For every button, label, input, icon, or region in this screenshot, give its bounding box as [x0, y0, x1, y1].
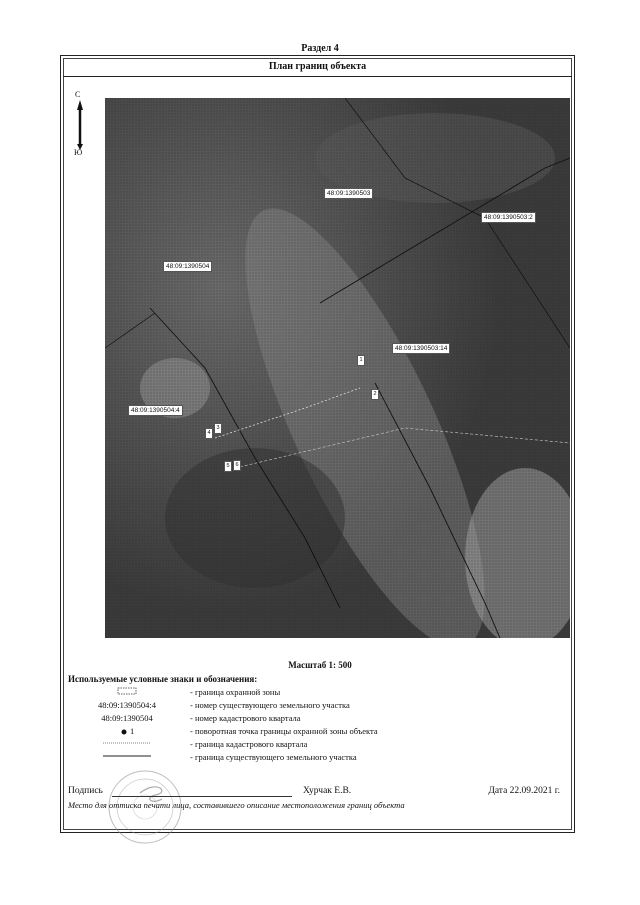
map-point: 4: [205, 428, 213, 439]
legend-desc: - граница существующего земельного участка: [190, 752, 357, 762]
seal-place-note: Место для оттиска печати лица, составившего описание местоположения границ объекта: [68, 800, 405, 810]
scale-label: Масштаб 1: 500: [288, 660, 352, 670]
compass-south: Ю: [74, 148, 83, 157]
map-label-quarter-left: 48:09:1390504: [163, 261, 212, 272]
satellite-map: [105, 98, 570, 638]
map-point: 2: [371, 389, 379, 400]
legend-symbol-zone: [68, 687, 186, 697]
section-title: Раздел 4: [301, 43, 339, 54]
map-label-parcel-center: 48:09:1390503:14: [392, 343, 450, 354]
signature-row: [68, 786, 568, 800]
map-label-parcel-left: 48:09:1390504:4: [128, 405, 183, 416]
north-arrow-icon: [72, 90, 90, 160]
signature-line: [112, 796, 292, 797]
signature-date: Дата 22.09.2021 г.: [488, 786, 560, 796]
map-point: 3: [214, 423, 222, 434]
legend-symbol-parcel-line: [68, 752, 186, 762]
map-point: 6: [233, 460, 241, 471]
legend-point-number: 1: [129, 726, 135, 736]
legend-symbol-quarter-line: [68, 739, 186, 749]
legend-symbol-parcel-number: 48:09:1390504:4: [97, 700, 157, 710]
legend-title: Используемые условные знаки и обозначения:: [68, 674, 258, 684]
plan-title: План границ объекта: [63, 58, 572, 77]
legend-desc: - поворотная точка границы охранной зоны объекта: [190, 726, 378, 736]
legend-desc: - граница охранной зоны: [190, 687, 281, 697]
compass-north: С: [75, 90, 81, 99]
signature-label: Подпись: [68, 786, 103, 796]
map-point: 5: [224, 461, 232, 472]
map-label-parcel-main: 48:09:1390503: [324, 188, 373, 199]
map-point: 1: [357, 355, 365, 366]
signer-name: Хурчак Е.В.: [303, 786, 352, 796]
legend-symbol-quarter-number: 48:09:1390504: [101, 713, 153, 723]
legend-desc: - граница кадастрового квартала: [190, 739, 308, 749]
legend-desc: - номер кадастрового квартала: [190, 713, 301, 723]
map-label-parcel-right: 48:09:1390503:2: [481, 212, 536, 223]
legend-symbol-point: [68, 726, 186, 736]
legend-desc: - номер существующего земельного участка: [190, 700, 350, 710]
